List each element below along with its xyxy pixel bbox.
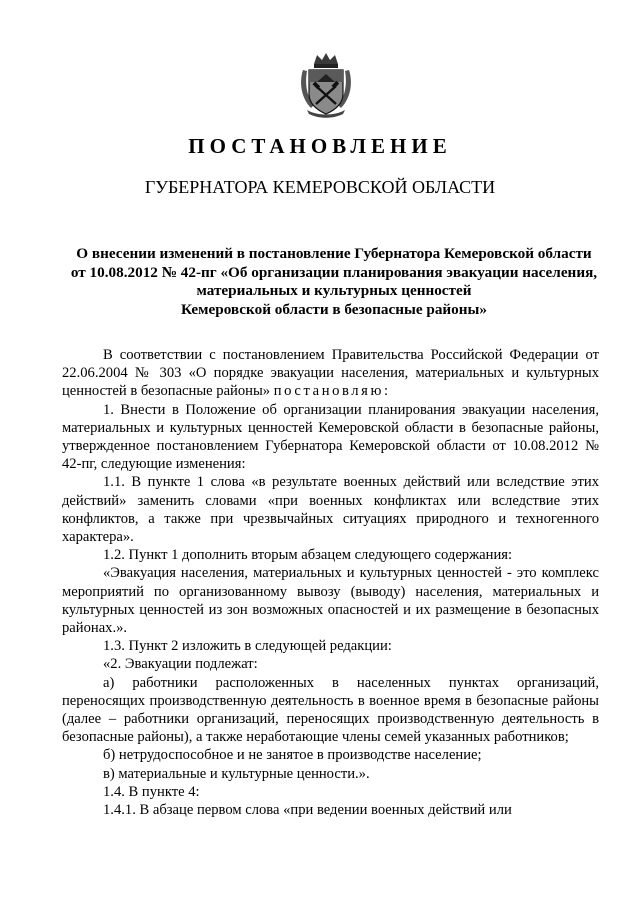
body-paragraph: 1. Внести в Положение об организации планирования эвакуации населения, материальных и культурных ценностей Кемеровской области в безопасные районы, утвержденное постановлением Губернатора Кемеровской области от 10.08.2012 № 42-пг, следующие изменения: [62, 401, 599, 473]
heading-line: Кемеровской области в безопасные районы» [181, 300, 487, 318]
body-paragraph: а) работники расположенных в населенных пунктах организаций, переносящих производственную деятельность в военное время в безопасные районы (далее – работники организаций, переносящих производственную деятельность в безопасные районы), а также неработающие члены семей указанных работников; [62, 674, 599, 746]
coat-of-arms-emblem [297, 52, 355, 118]
heading-line: О внесении изменений в постановление Губернатора Кемеровской области [76, 245, 592, 262]
preamble-text: В соответствии с постановлением Правительства Российской Федерации от 22.06.2004 № 303 «О порядке эвакуации населения, материальных и культурных ценностей в безопасные районы» [62, 347, 599, 400]
body-paragraph: 1.4.1. В абзаце первом слова «при ведении военных действий или [103, 802, 512, 819]
body-paragraph: 1.1. В пункте 1 слова «в результате военных действий или вследствие этих действий» заменить словами «при военных конфликтах или вследствие этих конфликтов, а также при чрезвычайных ситуациях природного и техногенного характера». [62, 474, 599, 546]
document-body [62, 346, 599, 819]
resolution-word: постановляю: [273, 383, 391, 400]
body-paragraph: «2. Эвакуации подлежат: [103, 656, 258, 673]
body-paragraph: 1.3. Пункт 2 изложить в следующей редакции: [103, 638, 392, 655]
heading-line: от 10.08.2012 № 42-пг «Об организации планирования эвакуации населения, [70, 263, 598, 281]
body-paragraph: «Эвакуация населения, материальных и культурных ценностей - это комплекс мероприятий по организованному вывозу (выводу) населения, материальных и культурных ценностей из зон возможных опасностей и их размещение в безопасных районах.». [62, 565, 599, 637]
heading-line: материальных и культурных ценностей [196, 282, 472, 299]
body-paragraph: б) нетрудоспособное и не занятое в производстве население; [103, 747, 482, 764]
body-paragraph: 1.2. Пункт 1 дополнить вторым абзацем следующего содержания: [103, 547, 513, 564]
document-heading [60, 245, 608, 319]
body-paragraph: 1.4. В пункте 4: [103, 783, 200, 800]
document-title: ПОСТАНОВЛЕНИЕ [188, 134, 452, 158]
preamble-paragraph [62, 346, 599, 401]
issuing-authority: ГУБЕРНАТОРА КЕМЕРОВСКОЙ ОБЛАСТИ [144, 177, 496, 197]
body-paragraph: в) материальные и культурные ценности.». [103, 765, 370, 782]
